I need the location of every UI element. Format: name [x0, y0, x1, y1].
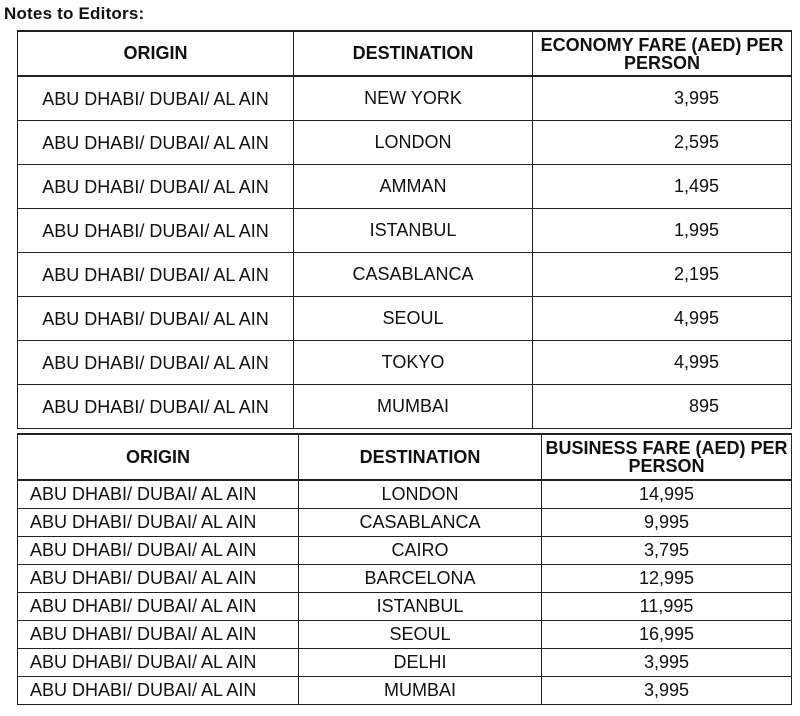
fare-cell: 1,495: [533, 165, 792, 209]
origin-cell: ABU DHABI/ DUBAI/ AL AIN: [18, 121, 294, 165]
origin-cell: ABU DHABI/ DUBAI/ AL AIN: [18, 76, 294, 121]
table-row: [18, 677, 792, 705]
destination-cell: CAIRO: [299, 537, 542, 565]
fare-cell: 11,995: [542, 593, 792, 621]
destination-cell: LONDON: [294, 121, 533, 165]
origin-cell: ABU DHABI/ DUBAI/ AL AIN: [18, 253, 294, 297]
origin-cell: ABU DHABI/ DUBAI/ AL AIN: [18, 621, 299, 649]
destination-cell: TOKYO: [294, 341, 533, 385]
table-row: [18, 509, 792, 537]
business-header-fare: BUSINESS FARE (AED) PER PERSON: [542, 434, 792, 480]
table-row: [18, 121, 792, 165]
destination-cell: LONDON: [299, 480, 542, 509]
business-header-row: [18, 434, 792, 480]
origin-cell: ABU DHABI/ DUBAI/ AL AIN: [18, 297, 294, 341]
destination-cell: CASABLANCA: [299, 509, 542, 537]
fare-cell: 895: [533, 385, 792, 429]
destination-cell: AMMAN: [294, 165, 533, 209]
table-row: [18, 621, 792, 649]
destination-cell: SEOUL: [294, 297, 533, 341]
table-row: [18, 385, 792, 429]
business-fares-table: [17, 433, 792, 705]
origin-cell: ABU DHABI/ DUBAI/ AL AIN: [18, 385, 294, 429]
destination-cell: MUMBAI: [294, 385, 533, 429]
economy-fares-table: [17, 30, 792, 429]
destination-cell: DELHI: [299, 649, 542, 677]
origin-cell: ABU DHABI/ DUBAI/ AL AIN: [18, 341, 294, 385]
table-row: [18, 209, 792, 253]
fare-cell: 2,195: [533, 253, 792, 297]
table-row: [18, 165, 792, 209]
fare-cell: 3,995: [542, 677, 792, 705]
table-row: [18, 537, 792, 565]
table-row: [18, 649, 792, 677]
fare-cell: 9,995: [542, 509, 792, 537]
destination-cell: BARCELONA: [299, 565, 542, 593]
origin-cell: ABU DHABI/ DUBAI/ AL AIN: [18, 509, 299, 537]
origin-cell: ABU DHABI/ DUBAI/ AL AIN: [18, 165, 294, 209]
table-row: [18, 76, 792, 121]
fare-cell: 3,995: [542, 649, 792, 677]
economy-header-fare: ECONOMY FARE (AED) PER PERSON: [533, 31, 792, 76]
destination-cell: ISTANBUL: [294, 209, 533, 253]
origin-cell: ABU DHABI/ DUBAI/ AL AIN: [18, 565, 299, 593]
destination-cell: ISTANBUL: [299, 593, 542, 621]
economy-header-destination: DESTINATION: [294, 31, 533, 76]
origin-cell: ABU DHABI/ DUBAI/ AL AIN: [18, 537, 299, 565]
fare-cell: 1,995: [533, 209, 792, 253]
fare-cell: 3,795: [542, 537, 792, 565]
fare-cell: 4,995: [533, 297, 792, 341]
destination-cell: NEW YORK: [294, 76, 533, 121]
fare-cell: 12,995: [542, 565, 792, 593]
origin-cell: ABU DHABI/ DUBAI/ AL AIN: [18, 480, 299, 509]
origin-cell: ABU DHABI/ DUBAI/ AL AIN: [18, 593, 299, 621]
origin-cell: ABU DHABI/ DUBAI/ AL AIN: [18, 209, 294, 253]
economy-header-row: [18, 31, 792, 76]
fare-cell: 2,595: [533, 121, 792, 165]
business-header-origin: ORIGIN: [18, 434, 299, 480]
table-row: [18, 297, 792, 341]
table-row: [18, 253, 792, 297]
origin-cell: ABU DHABI/ DUBAI/ AL AIN: [18, 649, 299, 677]
origin-cell: ABU DHABI/ DUBAI/ AL AIN: [18, 677, 299, 705]
fare-cell: 3,995: [533, 76, 792, 121]
notes-heading: Notes to Editors:: [4, 4, 145, 23]
table-row: [18, 593, 792, 621]
business-header-destination: DESTINATION: [299, 434, 542, 480]
fare-cell: 4,995: [533, 341, 792, 385]
destination-cell: CASABLANCA: [294, 253, 533, 297]
destination-cell: MUMBAI: [299, 677, 542, 705]
economy-header-origin: ORIGIN: [18, 31, 294, 76]
fare-cell: 16,995: [542, 621, 792, 649]
fare-cell: 14,995: [542, 480, 792, 509]
table-row: [18, 341, 792, 385]
table-row: [18, 480, 792, 509]
table-row: [18, 565, 792, 593]
destination-cell: SEOUL: [299, 621, 542, 649]
